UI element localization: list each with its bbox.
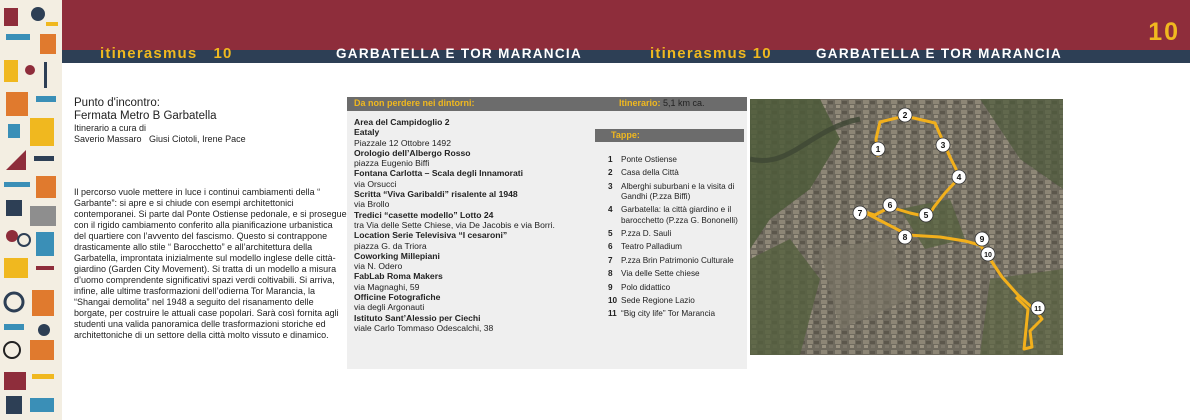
map-marker-label: 10 xyxy=(984,252,992,259)
map-marker-label: 5 xyxy=(923,210,929,220)
page-number: 10 xyxy=(1148,18,1180,46)
stop-number: 11 xyxy=(608,309,617,319)
series-number-left: 10 xyxy=(213,45,233,62)
stop-number: 1 xyxy=(608,155,613,164)
place-address: via degli Argonauti xyxy=(354,302,425,313)
route-map xyxy=(750,99,1063,355)
place-address: Piazzale 12 Ottobre 1492 xyxy=(354,137,451,148)
map-marker xyxy=(975,232,989,246)
meeting-point xyxy=(74,97,246,145)
stops-header xyxy=(595,129,744,142)
stop-text: Teatro Palladium xyxy=(621,242,682,252)
stop-text: “Big city life” Tor Marancia xyxy=(621,309,716,319)
map-marker-label: 4 xyxy=(956,172,962,182)
map-marker xyxy=(853,206,867,220)
stop-text: Casa della Città xyxy=(621,168,679,178)
place-name: Coworking Millepiani xyxy=(354,250,440,261)
intro-paragraph: Il percorso vuole mettere in luce i continui cambiamenti della “ Garbante”: si apre e si chiude con esempi architettonici contemporanei. Si parte dal Ponte Ostiense pedonale, e si prosegue con il rigido cambiamento conferito alla pianificazione urbanistica del quartiere con l’avvento del fascismo. Questo si contrappone drasticamente allo stile “ Barocchetto” e all’architettura della Garbatella, improntata inizialmente sul modello inglese delle città-giardino (Garden City Movement). Si tratta di un modello a misura d’uomo comprendente significativi spazi verdi coltivabili. Si arriva, infine, alle ultime trasformazioni dell’odierna Tor Marancia, la “Shangai demolita” nel 1948 a seguito del risanamento delle borgate, per costruire le attuali case popolari. Sarà così fornita agli studenti una valida panoramica delle trasformazioni storiche ed architettoniche di un settore della città molto vissuto e dinamico. xyxy=(74,187,347,340)
stop-item xyxy=(608,229,748,239)
info-panel xyxy=(347,97,747,369)
map-marker-label: 11 xyxy=(1034,306,1042,313)
place-address: viale Carlo Tommaso Odescalchi, 38 xyxy=(354,322,494,333)
meeting-label: Punto d'incontro: xyxy=(74,97,160,109)
nearby-places-list xyxy=(354,117,599,333)
map-marker xyxy=(981,247,995,261)
itinerary-info: Itinerario: 5,1 km ca. xyxy=(619,98,705,108)
stop-number: 5 xyxy=(608,228,613,238)
map-marker-label: 2 xyxy=(902,110,908,120)
stop-item xyxy=(608,283,748,293)
stop-text: Garbatella: la città giardino e il barocchetto (P.zza G. Bononelli) xyxy=(621,205,738,225)
stop-item xyxy=(608,242,748,252)
stop-number: 6 xyxy=(608,242,613,252)
stop-item xyxy=(608,155,748,165)
top-band xyxy=(62,0,1190,50)
map-marker-label: 9 xyxy=(979,234,985,244)
stop-number: 3 xyxy=(608,181,613,191)
place-name: Scritta “Viva Garibaldi” risalente al 1948 xyxy=(354,189,518,200)
map-marker xyxy=(1031,301,1045,315)
map-marker xyxy=(898,230,912,244)
series-label-right: itinerasmus 10 xyxy=(650,45,772,62)
map-marker-label: 8 xyxy=(902,232,908,242)
stops-label: Tappe: xyxy=(611,130,640,140)
place-name: Tredici “casette modello” Lotto 24 xyxy=(354,209,494,220)
place-name: Officine Fotografiche xyxy=(354,292,441,303)
title-right: GARBATELLA E TOR MARANCIA xyxy=(816,46,1062,61)
stop-text: Alberghi suburbani e la visita di Gandhi (P.zza Biffi) xyxy=(621,181,735,201)
stop-item xyxy=(608,269,748,279)
stop-number: 4 xyxy=(608,205,613,215)
place-address: via N. Odero xyxy=(354,261,403,272)
stop-item xyxy=(608,296,748,306)
map-marker xyxy=(898,108,912,122)
itinerary-length: 5,1 km ca. xyxy=(663,98,705,108)
map-marker-label: 1 xyxy=(875,144,881,154)
title-left: GARBATELLA E TOR MARANCIA xyxy=(336,46,582,61)
place-address: piazza Eugenio Biffi xyxy=(354,158,430,169)
stop-text: P.zza Brin Patrimonio Culturale xyxy=(621,255,734,265)
map-marker xyxy=(871,142,885,156)
stop-text: P.zza D. Sauli xyxy=(621,228,672,238)
series-label-left: itinerasmus 10 xyxy=(100,45,233,62)
stop-item xyxy=(608,168,748,178)
map-marker xyxy=(936,138,950,152)
curated-label: Itinerario a cura di xyxy=(74,123,147,133)
stop-text: Sede Regione Lazio xyxy=(621,295,695,305)
stop-text: Ponte Ostiense xyxy=(621,155,677,164)
curators: Saverio Massaro Giusi Ciotoli, Irene Pace xyxy=(74,134,246,144)
map-marker-label: 7 xyxy=(857,208,863,218)
stop-item xyxy=(608,309,748,319)
place-address: via Brollo xyxy=(354,199,390,210)
panel-header xyxy=(347,97,747,111)
stop-item xyxy=(608,205,748,225)
place-name: Eataly xyxy=(354,127,380,138)
map-marker xyxy=(919,208,933,222)
stop-number: 9 xyxy=(608,282,613,292)
place-address: piazza G. da Triora xyxy=(354,240,427,251)
stop-item xyxy=(608,256,748,266)
stop-item xyxy=(608,182,748,202)
stop-number: 2 xyxy=(608,168,613,178)
meeting-place: Fermata Metro B Garbatella xyxy=(74,110,217,122)
place-name: Fontana Carlotta – Scala degli Innamorati xyxy=(354,168,524,179)
map-marker xyxy=(952,170,966,184)
map-marker-label: 3 xyxy=(940,140,946,150)
stop-number: 10 xyxy=(608,295,618,305)
nearby-label: Da non perdere nei dintorni: xyxy=(354,98,475,108)
decorative-pattern xyxy=(0,0,62,420)
place-name: Location Serie Televisiva “I cesaroni” xyxy=(354,230,508,241)
stops-list xyxy=(608,155,748,323)
place-address: via Magnaghi, 59 xyxy=(354,281,420,292)
stop-text: Via delle Sette chiese xyxy=(621,269,700,279)
place-address: via Orsucci xyxy=(354,178,397,189)
place-name: Area del Campidoglio 2 xyxy=(354,117,450,127)
place-name: Istituto Sant’Alessio per Ciechi xyxy=(354,312,481,323)
place-name: Orologio dell’Albergo Rosso xyxy=(354,147,471,158)
map-marker xyxy=(883,198,897,212)
stop-text: Polo didattico xyxy=(621,282,671,292)
place-name: FabLab Roma Makers xyxy=(354,271,443,282)
map-marker-label: 6 xyxy=(887,200,893,210)
stop-number: 8 xyxy=(608,269,613,279)
stop-number: 7 xyxy=(608,255,613,265)
place-address: tra Via delle Sette Chiese, via De Jacobis e via Borri. xyxy=(354,219,555,230)
